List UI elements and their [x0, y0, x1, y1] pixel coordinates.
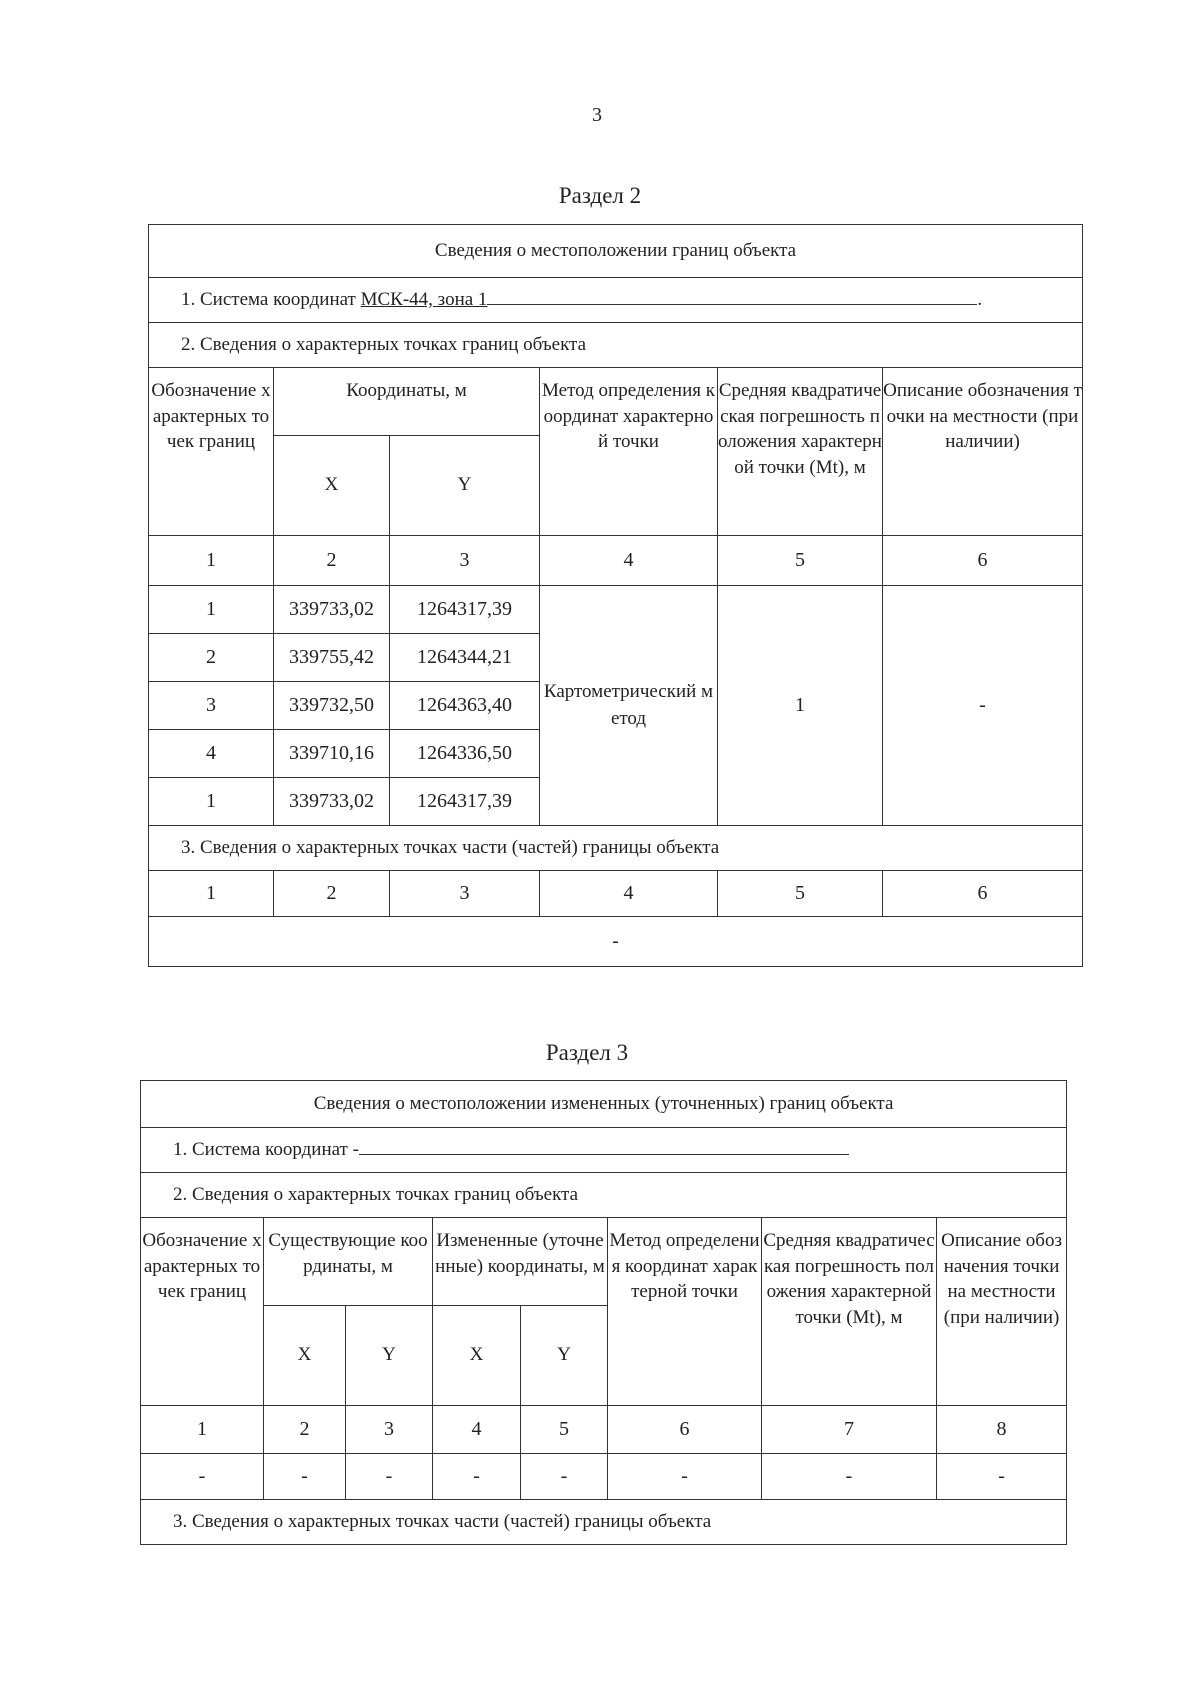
coord-x: 339710,16: [274, 730, 390, 778]
coord-y: 1264336,50: [390, 730, 540, 778]
point-number: 1: [149, 586, 274, 634]
parts-heading: 3. Сведения о характерных точках части (частей) границы объекта: [141, 1500, 1067, 1545]
empty-cell: -: [141, 1454, 264, 1500]
col-x-header: X: [264, 1306, 346, 1406]
coord-x: 339732,50: [274, 682, 390, 730]
section-2-table: [148, 224, 1083, 967]
points-heading: 2. Сведения о характерных точках границ объекта: [141, 1173, 1067, 1218]
point-number: 1: [149, 778, 274, 826]
parts-empty-row: -: [149, 917, 1083, 967]
coord-y: 1264363,40: [390, 682, 540, 730]
empty-cell: -: [608, 1454, 762, 1500]
empty-cell: -: [521, 1454, 608, 1500]
point-number: 2: [149, 634, 274, 682]
col-changed-header: Измененные (уточненные) координаты, м: [433, 1218, 608, 1306]
coordinate-system-row: 1. Система координат МСК-44, зона 1 .: [149, 278, 1083, 323]
points-heading: 2. Сведения о характерных точках границ объекта: [149, 323, 1083, 368]
section-3-title: Раздел 3: [545, 1040, 629, 1065]
coord-y: 1264344,21: [390, 634, 540, 682]
col-description-header: Описание обозначения точки на местности (при наличии): [937, 1218, 1067, 1406]
col-y-header: Y: [346, 1306, 433, 1406]
col-description-header: Описание обозначения точки на местности (при наличии): [883, 368, 1083, 536]
empty-cell: -: [264, 1454, 346, 1500]
column-number: 3: [390, 871, 540, 917]
column-number: 7: [762, 1406, 937, 1454]
parts-heading: 3. Сведения о характерных точках части (частей) границы объекта: [149, 826, 1083, 871]
empty-cell: -: [433, 1454, 521, 1500]
column-number: 1: [149, 871, 274, 917]
empty-cell: -: [346, 1454, 433, 1500]
col-coordinates-header: Координаты, м: [274, 368, 540, 436]
column-number: 1: [141, 1406, 264, 1454]
col-designation-header: Обозначение характерных точек границ: [141, 1218, 264, 1406]
fill-line: [359, 1154, 849, 1155]
error-value: 1: [718, 586, 883, 826]
column-number: 6: [608, 1406, 762, 1454]
column-number: 2: [274, 536, 390, 586]
column-number: 4: [540, 536, 718, 586]
column-number: 3: [390, 536, 540, 586]
coord-x: 339755,42: [274, 634, 390, 682]
page-number: 3: [592, 104, 602, 126]
method-value: Картометрический метод: [540, 586, 718, 826]
column-number: 3: [346, 1406, 433, 1454]
fill-line: [487, 304, 977, 305]
section-3-table: [140, 1080, 1067, 1545]
table-row: [149, 586, 1083, 634]
col-y-header: Y: [390, 436, 540, 536]
col-designation-header: Обозначение характерных точек границ: [149, 368, 274, 536]
column-number: 4: [540, 871, 718, 917]
coordinate-system-label: 1. Система координат: [173, 1138, 348, 1160]
col-x-header: X: [274, 436, 390, 536]
column-number: 2: [264, 1406, 346, 1454]
col-y-header: Y: [521, 1306, 608, 1406]
description-value: -: [883, 586, 1083, 826]
empty-cell: -: [762, 1454, 937, 1500]
section-2-title: Раздел 2: [558, 183, 642, 208]
coord-x: 339733,02: [274, 778, 390, 826]
coord-y: 1264317,39: [390, 778, 540, 826]
column-number: 6: [883, 871, 1083, 917]
col-existing-header: Существующие координаты, м: [264, 1218, 433, 1306]
coordinate-system-value: -: [352, 1138, 359, 1160]
coord-y: 1264317,39: [390, 586, 540, 634]
col-x-header: X: [433, 1306, 521, 1406]
column-number: 5: [718, 871, 883, 917]
column-number: 5: [521, 1406, 608, 1454]
column-number: 2: [274, 871, 390, 917]
coordinate-system-row: [141, 1128, 1067, 1173]
empty-cell: -: [937, 1454, 1067, 1500]
column-number: 4: [433, 1406, 521, 1454]
coordinate-system-value: МСК-44, зона 1: [360, 288, 488, 310]
col-error-header: Средняя квадратическая погрешность положения характерной точки (Mt), м: [718, 368, 883, 536]
section-2-header: Сведения о местоположении границ объекта: [149, 225, 1083, 278]
column-number: 5: [718, 536, 883, 586]
point-number: 3: [149, 682, 274, 730]
point-number: 4: [149, 730, 274, 778]
column-number: 8: [937, 1406, 1067, 1454]
coord-x: 339733,02: [274, 586, 390, 634]
col-error-header: Средняя квадратическая погрешность положения характерной точки (Mt), м: [762, 1218, 937, 1406]
column-number: 1: [149, 536, 274, 586]
col-method-header: Метод определения координат характерной точки: [540, 368, 718, 536]
column-number: 6: [883, 536, 1083, 586]
coordinate-system-label: 1. Система координат: [181, 288, 356, 310]
col-method-header: Метод определения координат характерной точки: [608, 1218, 762, 1406]
section-3-header: Сведения о местоположении измененных (уточненных) границ объекта: [141, 1081, 1067, 1128]
table-row: [141, 1454, 1067, 1500]
